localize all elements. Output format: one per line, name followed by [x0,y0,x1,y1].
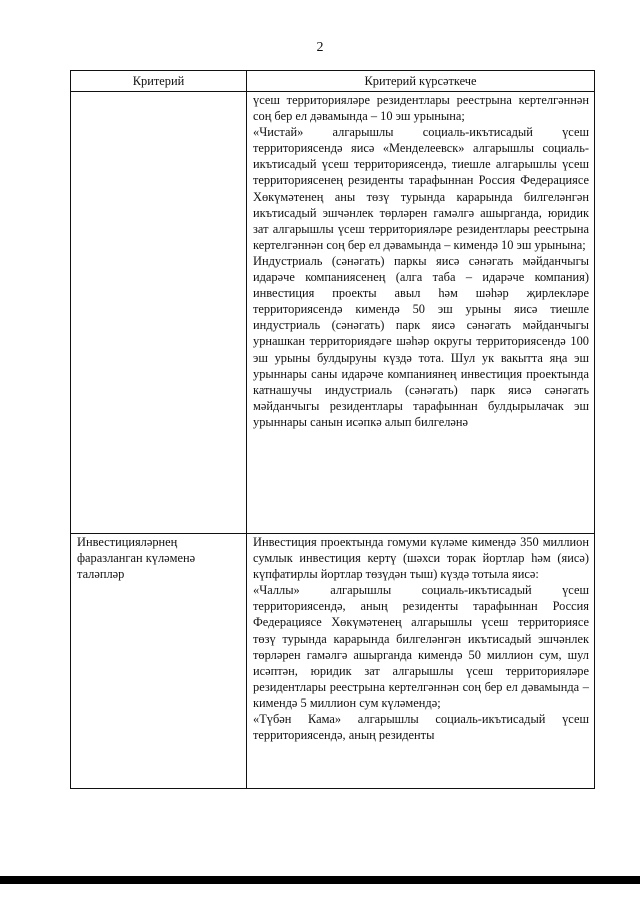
scan-edge-band [0,876,640,884]
criteria-table [70,70,595,789]
indicator-paragraph: «Чистай» алгарышлы социаль-икътисадый үсеш территориясендә яисә «Менделеевск» алгарышлы социаль-икътисадый үсеш территориясендә, тиешле алгарышлы үсеш территориясенең резиденты тарафыннан Россия Федерациясе Хөкүмәтенең аны төзү турында карарында билгеләнгән икътисадый эшчәнлек төрләрен гамәлгә ашырганда, юридик зат алгарышлы үсеш территорияләре резидентлары реестрына кертелгәннән соң бер ел дәвамында – кимендә 10 эш урынына; [253,125,589,252]
table-row [71,92,595,534]
table-header-row [71,71,595,92]
criterion-cell [71,92,247,534]
column-header-indicator: Критерий күрсәткече [247,71,595,92]
column-header-criterion: Критерий [71,71,247,92]
indicator-paragraph: Индустриаль (сәнәгать) паркы яисә сәнәгать мәйданчыгы идарәче компаниясенең (алга таба – идарәче компания) инвестиция проекты авыл һәм шәһәр җирлекләре территориясендә кимендә 50 эш урыны яисә тиешле индустриаль (сәнәгать) парк яисә сәнәгать мәйданчыгы урнашкан территориядәге шәһәр округы территориясендә 100 эш урыны булдыруны күздә тота. Шул ук вакытта яңа эш урыннары саны идарәче компаниянең инвестиция проектында катнашучы индустриаль (сәнәгать) парк яисә сәнәгать мәйданчыгы резидентлары тарафыннан булдырылачак эш урыннары санын исәпкә алып билгеләнә [253,253,589,429]
criterion-cell: Инвестицияләрнең фаразланган күләменә таләпләр [71,534,247,789]
indicator-paragraph: «Чаллы» алгарышлы социаль-икътисадый үсеш территориясендә, аның резиденты тарафыннан Россия Федерациясе Хөкүмәтенең алгарышлы үсеш территориясе төзү турында карарында билгеләнгән икътисадый эшчәнлек төрләрен гамәлгә ашырганда кимендә 50 миллион сум, шул исәптән, юридик зат алгарышлы үсеш территорияләре резидентлары реестрына кертелгәннән соң бер ел дәвамында – кимендә 5 миллион сум күләмендә; [253,583,589,710]
indicator-cell [247,534,595,789]
indicator-paragraph: үсеш территорияләре резидентлары реестрына кертелгәннән соң бер ел дәвамында – 10 эш урынына; [253,93,589,124]
table-row [71,534,595,789]
indicator-cell [247,92,595,534]
page-number: 2 [316,40,324,55]
indicator-paragraph: Инвестиция проектында гомуми күләме кимендә 350 миллион сумлык инвестиция кертү (шәхси торак йортлар һәм (яисә) күпфатирлы йортлар төзүдән тыш) күздә тотыла яисә: [253,535,589,582]
indicator-paragraph: «Түбән Кама» алгарышлы социаль-икътисадый үсеш территориясендә, аның резиденты [253,712,589,743]
